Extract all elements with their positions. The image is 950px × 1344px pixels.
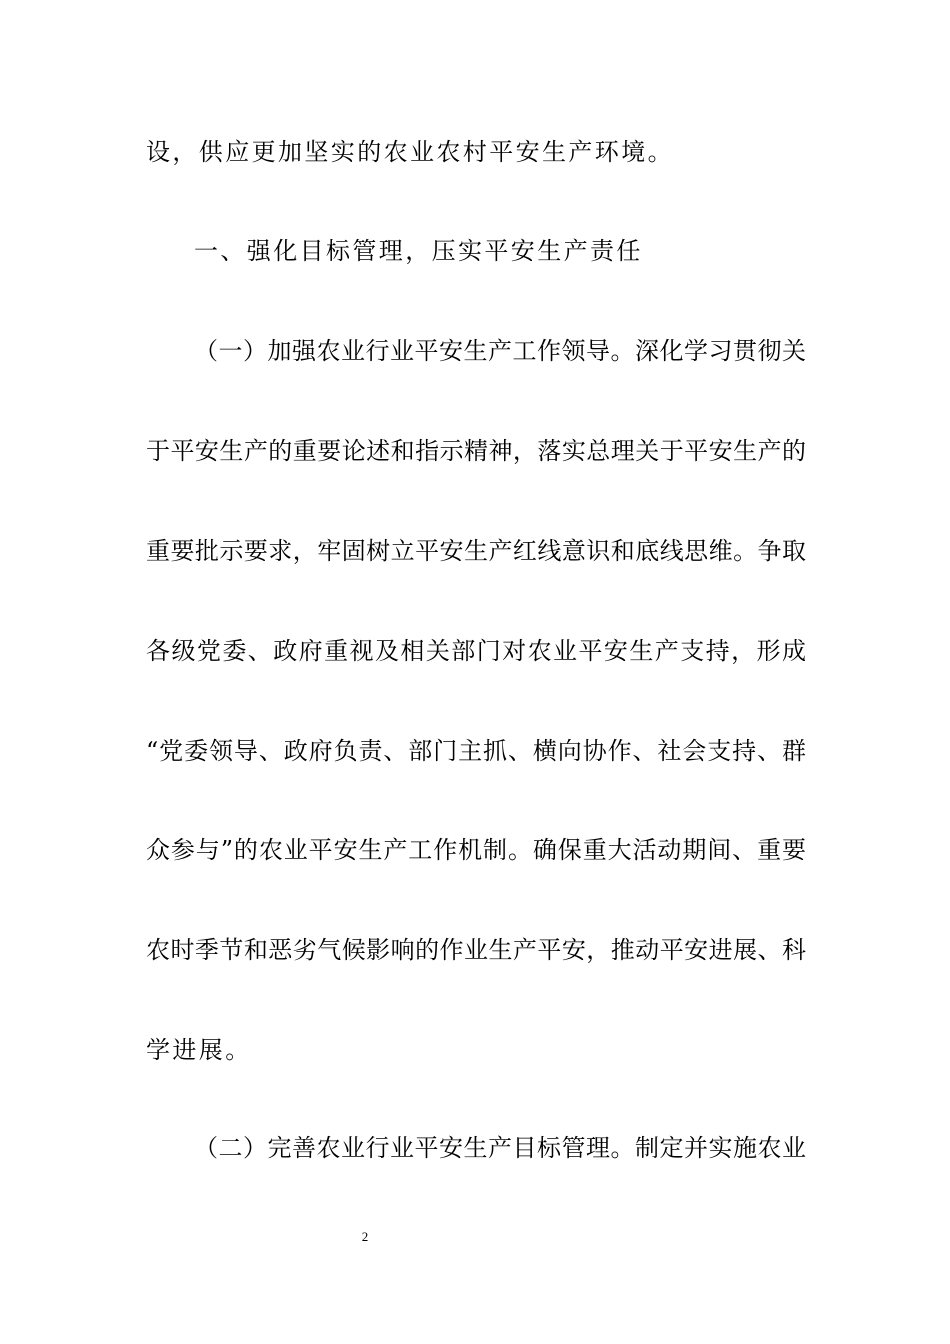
- paragraph-line-3: （一）加强农业行业平安生产工作领导。深化学习贯彻关: [194, 337, 806, 365]
- paragraph-line-1: 设，供应更加坚实的农业农村平安生产环境。: [146, 138, 674, 166]
- section-heading-1: 一、强化目标管理，压实平安生产责任: [194, 237, 643, 265]
- paragraph-line-8: 众参与”的农业平安生产工作机制。确保重大活动期间、重要: [146, 836, 806, 864]
- paragraph-line-7: “党委领导、政府负责、部门主抓、横向协作、社会支持、群: [146, 737, 806, 765]
- page-number: 2: [361, 1229, 369, 1244]
- paragraph-line-9: 农时季节和恶劣气候影响的作业生产平安，推动平安进展、科: [146, 936, 806, 964]
- paragraph-line-10: 学进展。: [146, 1036, 252, 1064]
- paragraph-line-6: 各级党委、政府重视及相关部门对农业平安生产支持，形成: [146, 637, 806, 665]
- paragraph-line-4: 于平安生产的重要论述和指示精神，落实总理关于平安生产的: [146, 437, 806, 465]
- paragraph-line-11: （二）完善农业行业平安生产目标管理。制定并实施农业: [194, 1134, 806, 1162]
- paragraph-line-5: 重要批示要求，牢固树立平安生产红线意识和底线思维。争取: [146, 537, 806, 565]
